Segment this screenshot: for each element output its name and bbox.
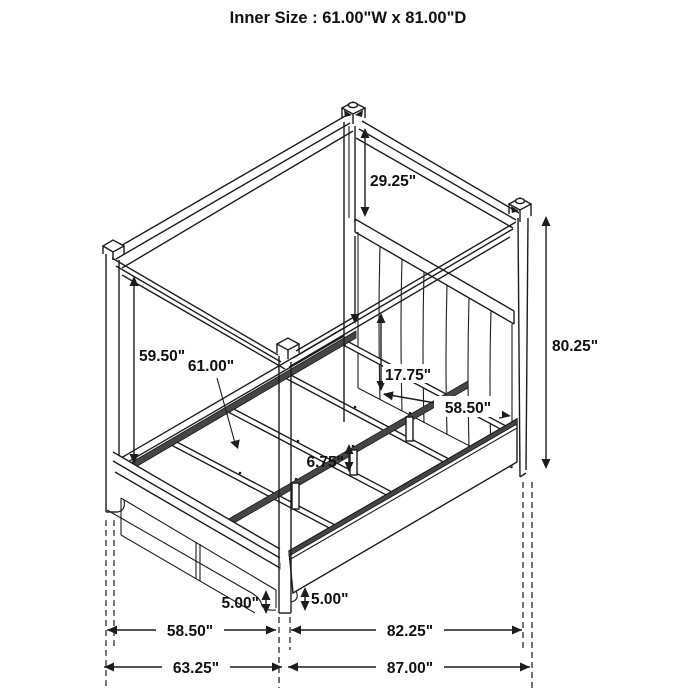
dim-label: 61.00" (187, 358, 235, 375)
dim-overall-width (104, 657, 282, 677)
dim-label: 17.75" (385, 367, 432, 384)
headboard (355, 219, 514, 468)
dim-siderail-inner-length (291, 620, 522, 640)
dim-label: 82.25" (386, 623, 434, 640)
dim-overall-height (542, 216, 599, 469)
right-side-rail (289, 419, 517, 602)
dim-label: 6.75" (306, 454, 344, 471)
dim-label: 5.00" (221, 595, 259, 612)
support-leg (292, 483, 299, 509)
support-leg (406, 417, 413, 441)
dim-siderail-clearance (301, 587, 349, 611)
canopy-frame (103, 102, 531, 369)
dim-footboard-inner-width (107, 620, 276, 640)
footboard-drawers (107, 452, 280, 613)
dim-label: 29.25" (370, 173, 417, 190)
corner-cap (342, 102, 365, 124)
dim-label: 87.00" (386, 660, 434, 677)
dim-overall-depth (288, 657, 530, 677)
post-head-right (518, 218, 520, 477)
dim-canopy-to-headboard (361, 128, 417, 217)
dim-label: 59.50" (139, 348, 186, 365)
inner-size-title: Inner Size : 61.00"W x 81.00"D (229, 9, 467, 27)
dim-label: 58.50" (444, 400, 492, 417)
dim-label: 80.25" (552, 338, 599, 355)
dim-label: 58.50" (166, 623, 214, 640)
dim-label: 5.00" (311, 591, 349, 608)
dim-label: 63.25" (172, 660, 220, 677)
dim-headboard-above-deck (377, 313, 446, 391)
